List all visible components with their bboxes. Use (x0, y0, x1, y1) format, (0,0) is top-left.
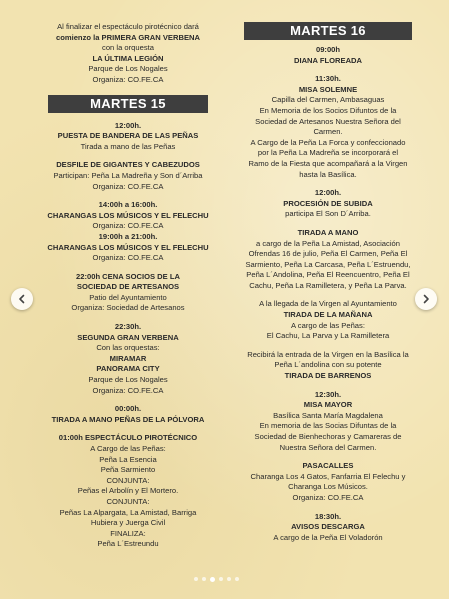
event-detail: por la Peña La Madreña se incorporará el (257, 148, 399, 158)
event-title: SEGUNDA GRAN VERBENA (77, 332, 179, 342)
event-title: CHARANGAS LOS MÚSICOS Y EL FELECHU (47, 242, 209, 252)
event-detail: Organiza: CO.FE.CA (92, 181, 164, 191)
event-title: PANORAMA CITY (96, 364, 160, 374)
event-detail: Tirada a mano de las Peñas (80, 141, 176, 151)
chevron-right-icon (421, 294, 431, 304)
event-detail: En Memoria de los Socios Difuntos de la (259, 105, 397, 115)
event-detail: Participan: Peña La Madreña y Son d´Arriba (53, 170, 203, 180)
intro-line: comienzo la PRIMERA GRAN VERBENA (55, 32, 201, 42)
event-detail: Peña L´andolina con su potente (274, 360, 382, 370)
event-title: MISA SOLEMNE (298, 84, 358, 94)
event-detail: Organiza: Sociedad de Artesanos (71, 303, 185, 313)
intro-line: Parque de Los Nogales (88, 64, 168, 74)
event-detail: Sociedad de Artesanos Nuestra Señora del (255, 116, 401, 126)
event-detail: Capilla del Carmen, Ambasaguas (271, 95, 385, 105)
event-title: 22:00h CENA SOCIOS DE LA (76, 271, 180, 281)
event-time: 09:00h (315, 45, 341, 54)
day-heading-martes-16: MARTES 16 (244, 22, 412, 40)
intro-line: LA ÚLTIMA LEGIÓN (92, 53, 164, 63)
event-detail: Peña L´Andolina, Peña El Reencuentro, Peña El (246, 270, 410, 280)
event-detail: A cargo de la Peña El Voladorón (273, 532, 383, 542)
event-detail: CONJUNTA: (106, 496, 150, 506)
event-time: 12:00h. (314, 188, 342, 198)
event-title: TIRADA A MANO PEÑAS DE LA PÓLVORA (51, 414, 205, 424)
event-detail: Con las orquestas: (96, 343, 160, 353)
event-time: 12:00h. (114, 120, 142, 130)
event-detail: Organiza: CO.FE.CA (92, 385, 164, 395)
carousel-dot[interactable] (227, 577, 231, 581)
carousel-next-button[interactable] (415, 288, 437, 310)
carousel-dot[interactable] (219, 577, 223, 581)
event-detail: A cargo de las Peñas: (291, 320, 365, 330)
event-detail: Recibirá la entrada de la Virgen en la Basílica la (247, 349, 409, 359)
intro-line: con la orquesta (102, 43, 154, 53)
event-title: 01:00h ESPECTÁCULO PIROTÉCNICO (58, 433, 198, 443)
event-time: 19:00h a 21:00h. (98, 231, 158, 241)
event-detail: A Cargo de la Peña La Forca y confeccionado (250, 137, 406, 147)
event-detail: Sarmiento, Peña La Carcasa, Peña L´Estruendu, (245, 259, 411, 269)
event-detail: Charanga Los 4 Gatos, Fanfarria El Felechu y (250, 471, 406, 481)
right-column (233, 22, 423, 543)
event-detail: A la llegada de la Virgen al Ayuntamiento (259, 299, 397, 309)
event-title: CHARANGAS LOS MÚSICOS Y EL FELECHU (47, 210, 209, 220)
event-detail: Peña Sarmiento (100, 465, 156, 475)
carousel-dot[interactable] (202, 577, 206, 581)
event-title: SOCIEDAD DE ARTESANOS (76, 282, 180, 292)
intro-line: Al finalizar el espectáculo pirotécnico dará (57, 22, 199, 31)
event-title: DESFILE DE GIGANTES Y CABEZUDOS (56, 160, 200, 170)
event-detail: Peñas La Alpargata, La Amistad, Barriga (59, 507, 197, 517)
event-time: 11:30h. (315, 74, 341, 84)
event-detail: Peña L´Estreundu (97, 539, 159, 549)
event-title: MISA MAYOR (303, 400, 353, 410)
event-title: TIRADA A MANO (297, 227, 359, 237)
event-detail: Cachu, Peña La Ramilletera, y Peña La Parva. (249, 280, 407, 290)
carousel-dot[interactable] (194, 577, 198, 581)
event-detail: Charanga Los Músicos. (288, 482, 368, 492)
event-detail: Organiza: CO.FE.CA (92, 253, 164, 263)
event-detail: A Cargo de las Peñas: (90, 444, 166, 453)
event-detail: Sociedad de Bienhechoras y Camareras de (254, 432, 402, 441)
event-title: TIRADA DE LA MAÑANA (283, 310, 373, 320)
event-detail: En memoria de las Socias Difuntas de la (259, 421, 397, 431)
event-detail: CONJUNTA: (106, 475, 150, 485)
event-time: 22:30h. (114, 322, 142, 332)
day-heading-martes-15: MARTES 15 (48, 95, 208, 113)
event-time: 00:00h. (114, 404, 142, 414)
event-detail: Organiza: CO.FE.CA (92, 221, 164, 231)
event-detail: Parque de Los Nogales (88, 375, 168, 385)
event-title: PASACALLES (302, 461, 354, 471)
carousel-dot-active[interactable] (210, 577, 215, 582)
event-detail: Organiza: CO.FE.CA (292, 492, 364, 502)
event-detail: Peñas el Arbolín y El Mortero. (77, 486, 179, 496)
event-title: TIRADA DE BARRENOS (284, 371, 372, 381)
event-detail: Basílica Santa María Magdalena (273, 410, 383, 420)
event-detail: participa El Son D´Arriba. (285, 209, 371, 219)
chevron-left-icon (17, 294, 27, 304)
event-detail: Patio del Ayuntamiento (89, 292, 167, 302)
event-detail: El Cachu, La Parva y La Ramilletera (266, 331, 390, 341)
event-detail: Ramo de la Fiesta que acompañará a la Virgen (248, 158, 408, 168)
event-detail: hasta la Basílica. (299, 169, 357, 179)
carousel-dot[interactable] (235, 577, 239, 581)
event-time: 18:30h. (314, 511, 342, 521)
event-title: AVISOS DESCARGA (291, 522, 365, 532)
event-detail: FINALIZA: (110, 528, 146, 538)
event-detail: Ofrendas 16 de julio, Peña El Carmen, Peña El (248, 249, 408, 259)
event-detail: Nuestra Señora del Carmen. (279, 442, 377, 452)
event-title: MIRAMAR (109, 353, 147, 363)
left-column (33, 22, 223, 550)
carousel-prev-button[interactable] (11, 288, 33, 310)
event-title: DIANA FLOREADA (293, 55, 363, 65)
event-title: PROCESIÓN DE SUBIDA (283, 198, 373, 208)
event-time: 12:30h. (314, 389, 342, 399)
intro-line: Organiza: CO.FE.CA (92, 74, 164, 84)
event-detail: Carmen. (313, 127, 343, 137)
event-title: PUESTA DE BANDERA DE LAS PEÑAS (57, 131, 199, 141)
event-detail: a cargo de la Peña La Amistad, Asociación (256, 238, 400, 248)
carousel-dots (194, 577, 239, 582)
event-detail: Peña La Esencia (99, 454, 157, 464)
event-time: 14:00h a 16:00h. (98, 200, 158, 210)
event-detail: Hubiera y Juerga Civil (90, 518, 166, 528)
